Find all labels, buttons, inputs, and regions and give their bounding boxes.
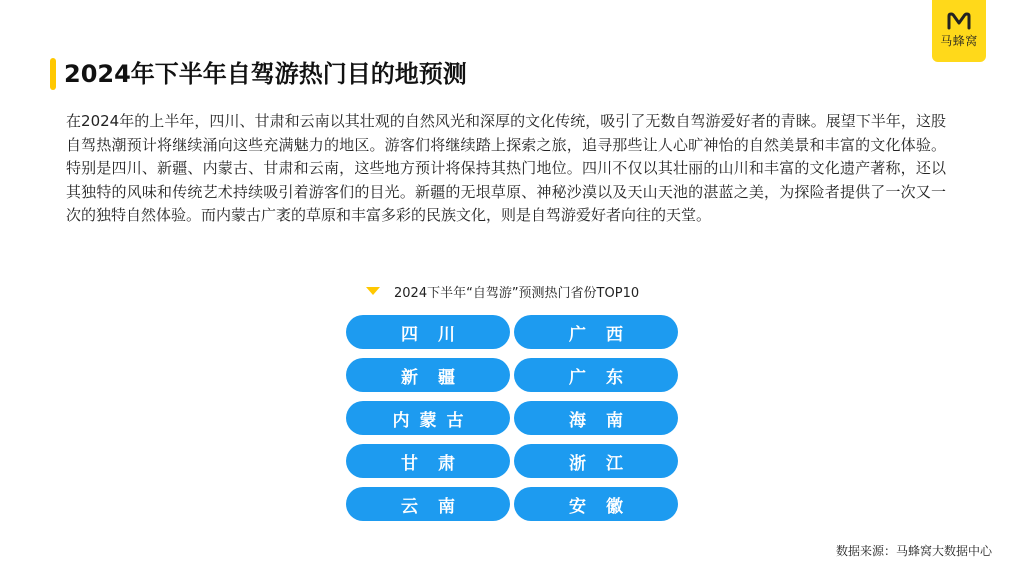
data-source: 数据来源：马蜂窝大数据中心 [835,544,992,558]
province-pill: 浙江 [514,444,678,478]
triangle-down-icon [366,287,380,295]
province-grid [346,315,678,521]
ranking-caption [366,282,639,300]
brand-logo [932,0,986,62]
province-pill: 广西 [514,315,678,349]
caption-text: 2024下半年“自驾游”预测热门省份TOP10 [394,285,640,301]
province-pill: 四川 [346,315,510,349]
page-title: 2024年下半年自驾游热门目的地预测 [64,60,467,88]
m-logo-icon [946,12,972,30]
intro-paragraph: 在2024年的上半年，四川、甘肃和云南以其壮观的自然风光和深厚的文化传统，吸引了无数自驾游爱好者的青睐。展望下半年，这股自驾热潮预计将继续涌向这些充满魅力的地区。游客们将继续踏上探索之旅，追寻那些让人心旷神怡的自然美景和丰富的文化体验。特别是四川、新疆、内蒙古、甘肃和云南，这些地方预计将保持其热门地位。四川不仅以其壮丽的山川和丰富的文化遗产著称，还以其独特的风味和传统艺术持续吸引着游客们的目光。新疆的无垠草原、神秘沙漠以及天山天池的湛蓝之美，为探险者提供了一次又一次的独特自然体验。而内蒙古广袤的草原和丰富多彩的民族文化，则是自驾游爱好者向往的天堂。 [66,112,946,224]
title-accent-bar [50,58,56,90]
province-pill: 内蒙古 [346,401,510,435]
logo-text: 马蜂窝 [940,34,978,48]
province-pill: 广东 [514,358,678,392]
province-pill: 安徽 [514,487,678,521]
province-pill: 新疆 [346,358,510,392]
province-pill: 云南 [346,487,510,521]
province-pill: 海南 [514,401,678,435]
province-pill: 甘肃 [346,444,510,478]
